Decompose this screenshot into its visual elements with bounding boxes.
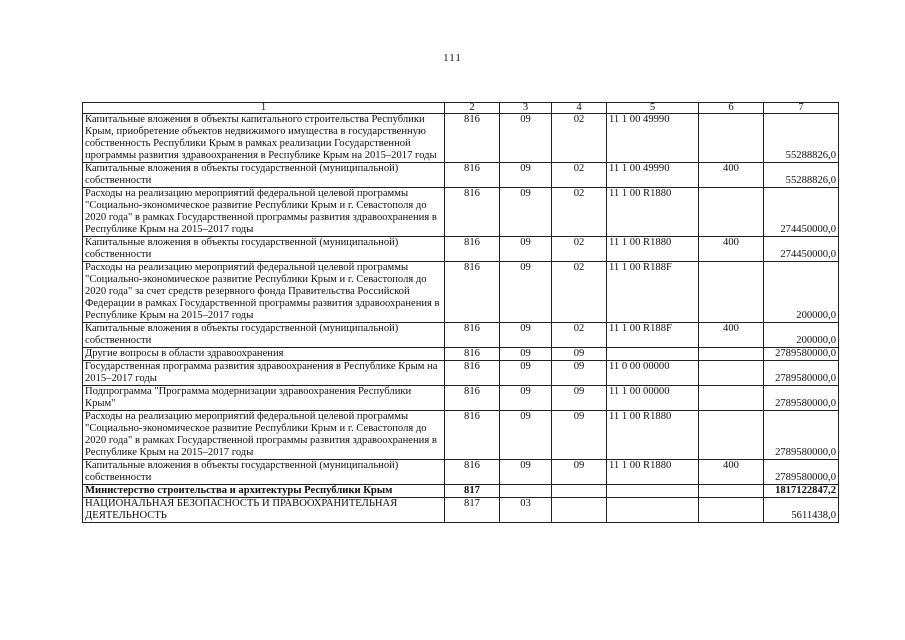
row-expense-type-cell [699,114,764,163]
row-section-cell: 09 [500,188,552,237]
row-name-cell: Капитальные вложения в объекты капитального строительства Республики Крым, приобретение объектов недвижимого имущества в государственную собственность Республики Крым в рамках реализации Государственной программы развития здравоохранения в Республике Крым на 2015–2017 годы [83,114,445,163]
row-subsection-cell: 02 [552,237,607,262]
row-name-cell: Министерство строительства и архитектуры Республики Крым [83,485,445,498]
row-amount-cell: 2789580000,0 [764,411,839,460]
row-section-cell: 09 [500,323,552,348]
row-target-article-cell: 11 1 00 R1880 [607,237,699,262]
row-expense-type-cell: 400 [699,163,764,188]
table-row [83,262,839,323]
row-subsection-cell: 09 [552,386,607,411]
column-header: 5 [607,103,699,114]
row-target-article-cell: 11 0 00 00000 [607,361,699,386]
row-expense-type-cell [699,411,764,460]
row-target-article-cell: 11 1 00 R188F [607,323,699,348]
row-ved-cell: 816 [445,188,500,237]
row-amount-cell: 2789580000,0 [764,361,839,386]
row-expense-type-cell [699,386,764,411]
row-amount-cell: 5611438,0 [764,498,839,523]
row-ved-cell: 816 [445,361,500,386]
table-header-row [83,103,839,114]
row-target-article-cell: 11 1 00 R1880 [607,188,699,237]
page-number: 111 [443,52,462,64]
row-name-cell: Расходы на реализацию мероприятий федеральной целевой программы "Социально-экономическое развитие Республики Крым и г. Севастополя до 2020 года" в рамках Государственной программы развития здравоохранения в Республике Крым на 2015–2017 годы [83,188,445,237]
row-ved-cell: 816 [445,237,500,262]
table-row [83,411,839,460]
row-subsection-cell: 09 [552,411,607,460]
table-row [83,114,839,163]
row-expense-type-cell [699,361,764,386]
row-ved-cell: 816 [445,411,500,460]
row-section-cell: 09 [500,460,552,485]
row-section-cell: 09 [500,386,552,411]
row-expense-type-cell [699,485,764,498]
row-ved-cell: 816 [445,386,500,411]
row-ved-cell: 817 [445,485,500,498]
table-row [83,323,839,348]
row-subsection-cell: 02 [552,114,607,163]
row-ved-cell: 816 [445,348,500,361]
row-section-cell: 09 [500,262,552,323]
row-target-article-cell: 11 1 00 49990 [607,163,699,188]
row-section-cell: 09 [500,361,552,386]
row-subsection-cell: 02 [552,323,607,348]
row-amount-cell: 55288826,0 [764,163,839,188]
row-expense-type-cell [699,188,764,237]
column-header: 6 [699,103,764,114]
row-name-cell: НАЦИОНАЛЬНАЯ БЕЗОПАСНОСТЬ И ПРАВООХРАНИТЕЛЬНАЯ ДЕЯТЕЛЬНОСТЬ [83,498,445,523]
table-row [83,460,839,485]
row-ved-cell: 816 [445,163,500,188]
row-target-article-cell [607,498,699,523]
row-amount-cell: 274450000,0 [764,237,839,262]
row-amount-cell: 2789580000,0 [764,386,839,411]
row-subsection-cell: 09 [552,361,607,386]
row-name-cell: Государственная программа развития здравоохранения в Республике Крым на 2015–2017 годы [83,361,445,386]
row-subsection-cell: 09 [552,460,607,485]
column-header: 2 [445,103,500,114]
row-subsection-cell: 02 [552,262,607,323]
row-name-cell: Другие вопросы в области здравоохранения [83,348,445,361]
row-target-article-cell [607,485,699,498]
row-section-cell: 09 [500,348,552,361]
row-name-cell: Капитальные вложения в объекты государственной (муниципальной) собственности [83,163,445,188]
row-ved-cell: 816 [445,323,500,348]
row-section-cell: 09 [500,114,552,163]
table-row [83,361,839,386]
row-name-cell: Капитальные вложения в объекты государственной (муниципальной) собственности [83,460,445,485]
row-target-article-cell: 11 1 00 49990 [607,114,699,163]
row-expense-type-cell: 400 [699,323,764,348]
row-target-article-cell: 11 1 00 R1880 [607,460,699,485]
row-name-cell: Расходы на реализацию мероприятий федеральной целевой программы "Социально-экономическое развитие Республики Крым и г. Севастополя до 2020 года" в рамках Государственной программы развития здравоохранения в Республике Крым на 2015–2017 годы [83,411,445,460]
row-ved-cell: 816 [445,460,500,485]
budget-table-body [83,103,839,523]
row-expense-type-cell [699,348,764,361]
row-name-cell: Расходы на реализацию мероприятий федеральной целевой программы "Социально-экономическое развитие Республики Крым и г. Севастополя до 2020 года" за счет средств резервного фонда Правительства Российской Федерации в рамках Государственной программы развития здравоохранения в Республике Крым на 2015–2017 годы [83,262,445,323]
column-header: 3 [500,103,552,114]
row-section-cell: 09 [500,163,552,188]
row-subsection-cell: 09 [552,348,607,361]
row-subsection-cell [552,485,607,498]
table-row [83,386,839,411]
row-target-article-cell: 11 1 00 00000 [607,386,699,411]
row-amount-cell: 274450000,0 [764,188,839,237]
table-row [83,188,839,237]
row-subsection-cell: 02 [552,188,607,237]
column-header: 7 [764,103,839,114]
row-target-article-cell: 11 1 00 R188F [607,262,699,323]
row-subsection-cell [552,498,607,523]
row-name-cell: Капитальные вложения в объекты государственной (муниципальной) собственности [83,237,445,262]
budget-table [82,102,839,523]
row-section-cell [500,485,552,498]
row-expense-type-cell: 400 [699,237,764,262]
row-section-cell: 09 [500,237,552,262]
table-row [83,485,839,498]
table-row [83,163,839,188]
row-amount-cell: 1817122847,2 [764,485,839,498]
row-expense-type-cell: 400 [699,460,764,485]
row-amount-cell: 2789580000,0 [764,348,839,361]
row-ved-cell: 816 [445,262,500,323]
row-subsection-cell: 02 [552,163,607,188]
row-amount-cell: 55288826,0 [764,114,839,163]
row-amount-cell: 200000,0 [764,262,839,323]
row-expense-type-cell [699,498,764,523]
column-header: 1 [83,103,445,114]
row-section-cell: 03 [500,498,552,523]
table-row [83,348,839,361]
row-target-article-cell [607,348,699,361]
row-name-cell: Капитальные вложения в объекты государственной (муниципальной) собственности [83,323,445,348]
row-ved-cell: 816 [445,114,500,163]
row-section-cell: 09 [500,411,552,460]
table-row [83,498,839,523]
row-expense-type-cell [699,262,764,323]
row-ved-cell: 817 [445,498,500,523]
row-amount-cell: 200000,0 [764,323,839,348]
row-target-article-cell: 11 1 00 R1880 [607,411,699,460]
table-row [83,237,839,262]
row-name-cell: Подпрограмма "Программа модернизации здравоохранения Республики Крым" [83,386,445,411]
row-amount-cell: 2789580000,0 [764,460,839,485]
column-header: 4 [552,103,607,114]
